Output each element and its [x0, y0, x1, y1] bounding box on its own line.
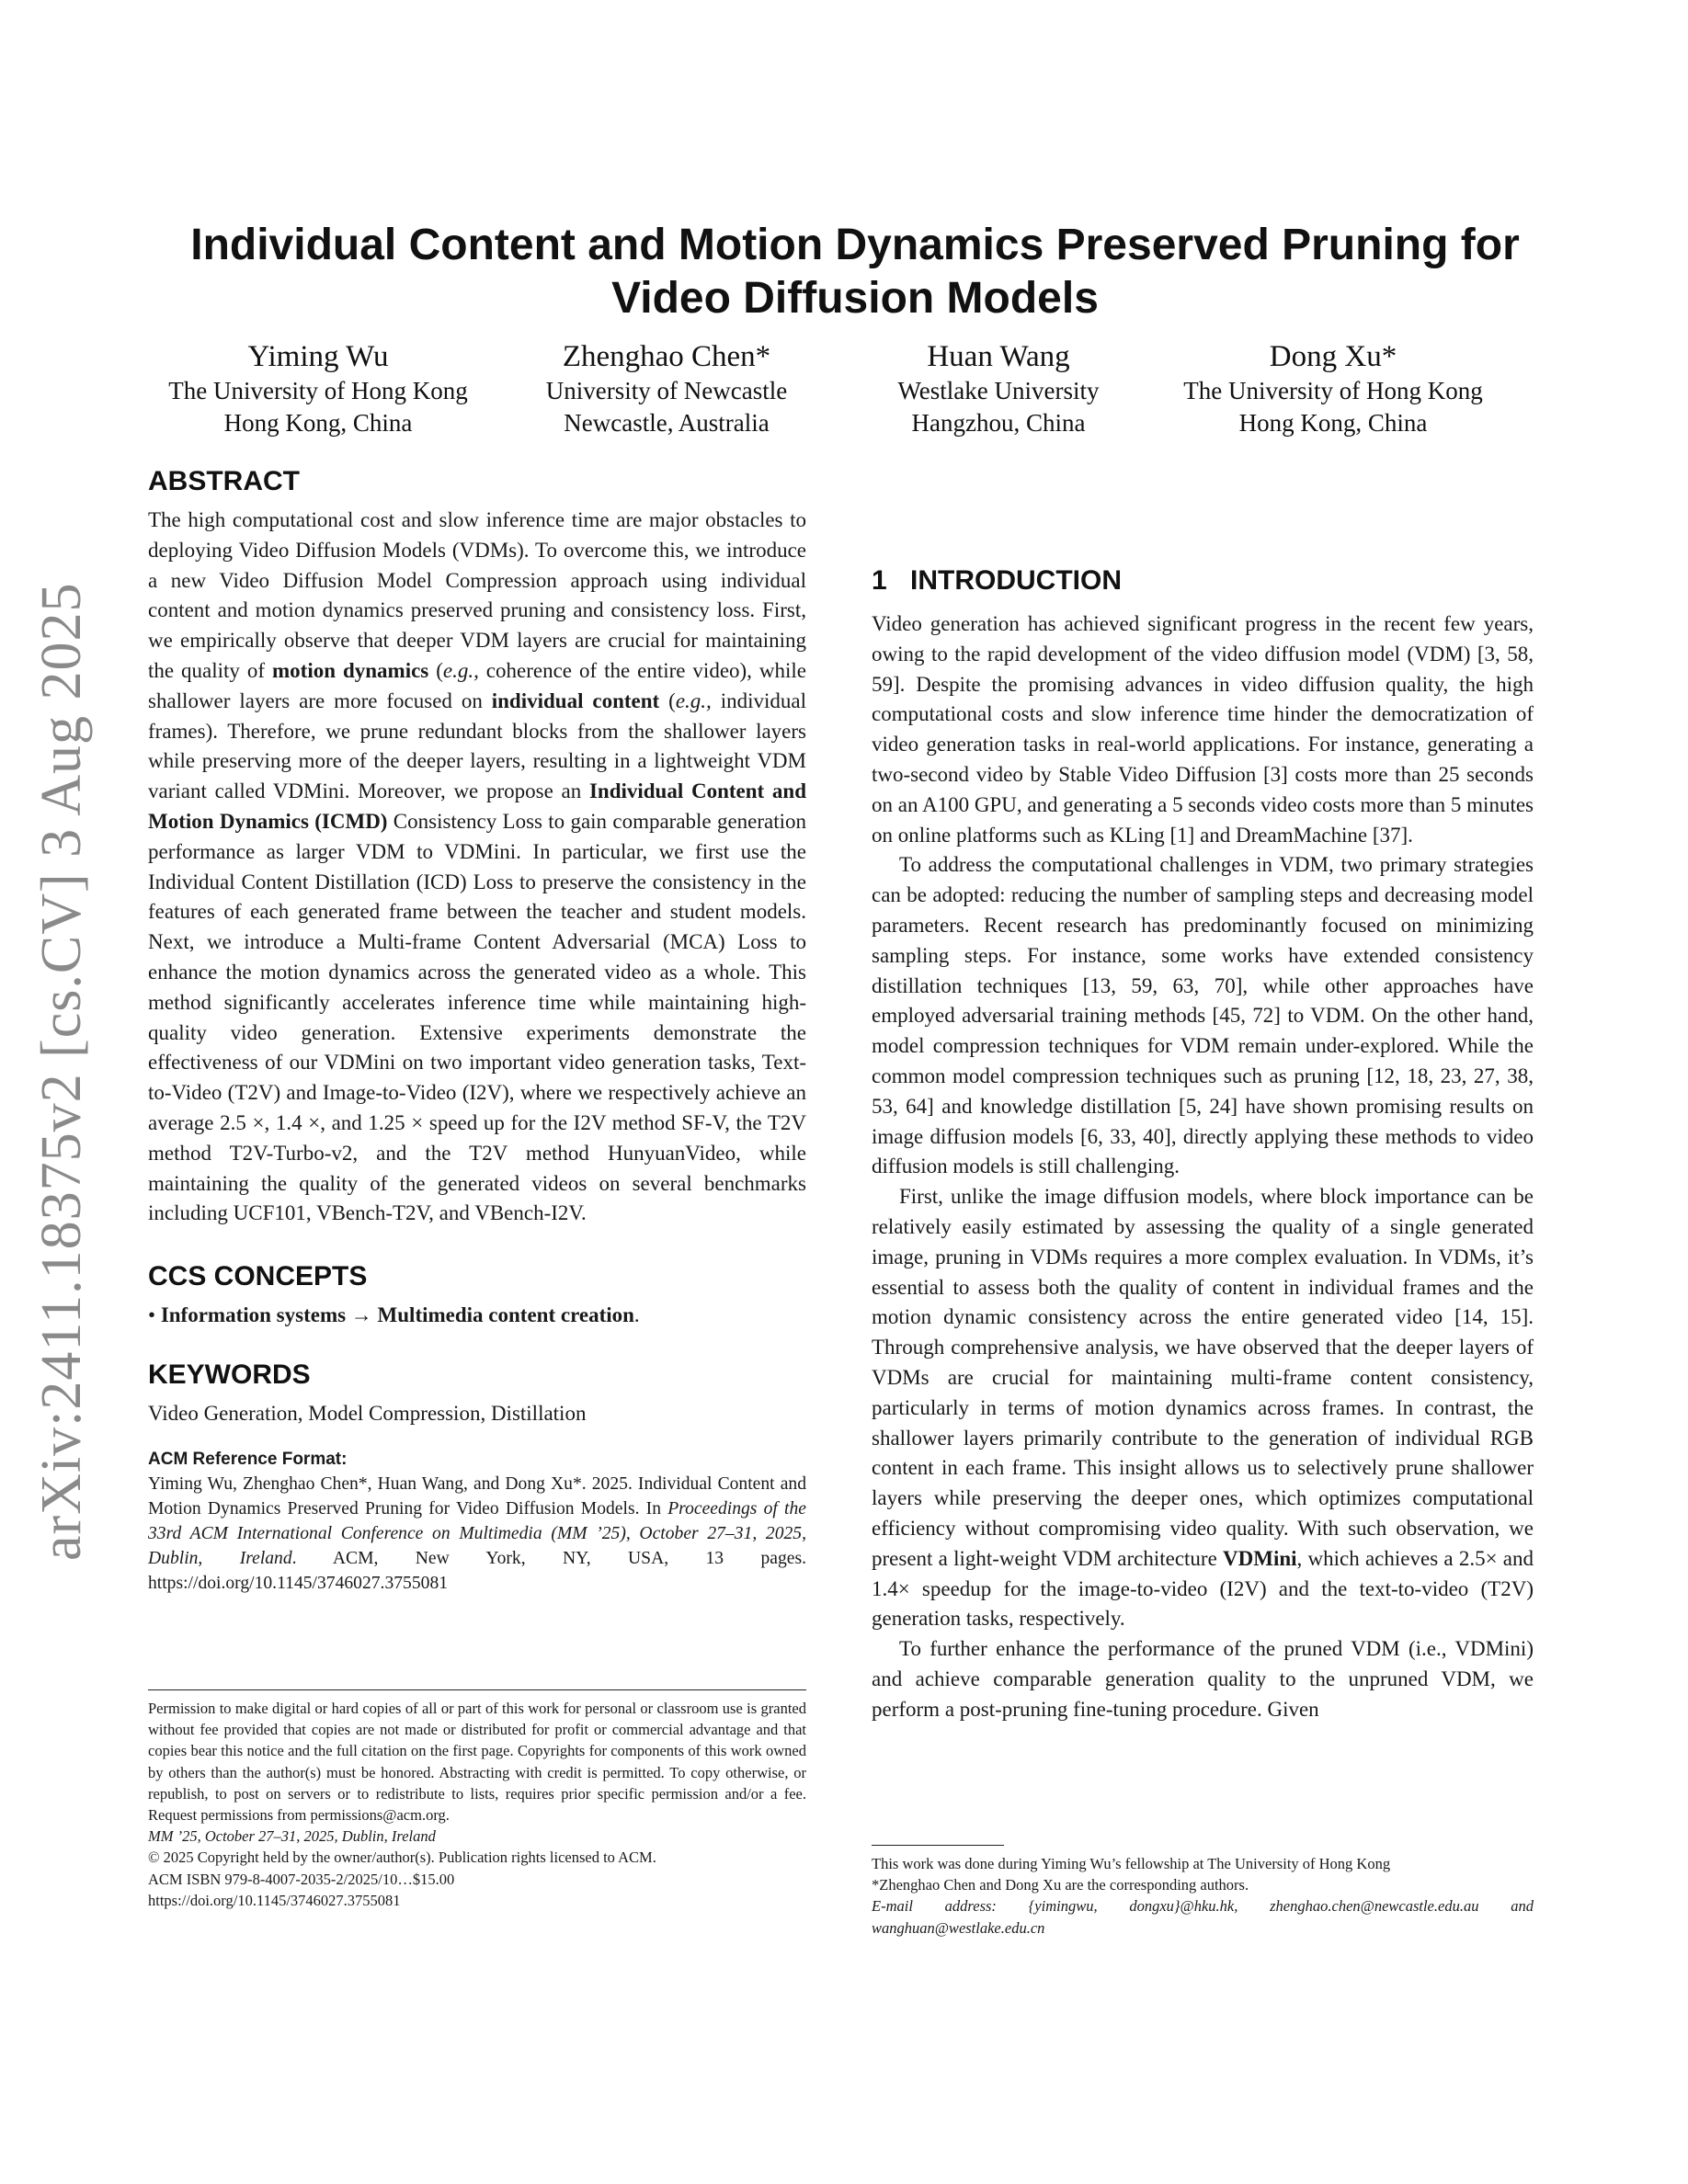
author-name: Dong Xu*	[1269, 340, 1397, 373]
ccs-concepts: • Information systems → Multimedia content creation.	[148, 1303, 640, 1327]
arxiv-stamp: arXiv:2411.18375v2 [cs.CV] 3 Aug 2025	[30, 582, 93, 1561]
author-affiliation: University of Newcastle	[545, 377, 788, 404]
keywords-heading: KEYWORDS	[148, 1359, 311, 1390]
author-affiliation: Westlake University	[897, 377, 1100, 404]
footnote-rule	[872, 1845, 1004, 1846]
title-line-2: Video Diffusion Models	[611, 274, 1099, 323]
author-name: Zhenghao Chen*	[562, 340, 771, 373]
abstract-heading: ABSTRACT	[148, 466, 300, 496]
ccs-heading: CCS CONCEPTS	[148, 1261, 368, 1292]
author-name: Huan Wang	[927, 340, 1070, 373]
intro-paragraph-3: First, unlike the image diffusion models, where block importance can be relatively easily estimated by assessing the quality of a single generated image, pruning in VDMs requires a more complex evaluation. In VDMs, it’s essential to assess both the quality of content in individual frames and the motion dynamic consistency across the entire generated video [14, 15]. Through comprehensive analysis, we have observed that the deeper layers of VDMs are crucial for maintaining multi-frame content consistency, particularly in terms of motion dynamics across frames. In contrast, the shallower layers primarily contribute to the generation of individual RGB content in each frame. This insight allows us to selectively prune shallower layers while preserving the deeper ones, which optimizes computational efficiency without compromising video quality. With such observation, we present a light-weight VDM architecture VDMini, which achieves a 2.5× and 1.4× speedup for the image-to-video (I2V) and the text-to-video (T2V) generation tasks, respectively.	[872, 1185, 1534, 1631]
keywords-text: Video Generation, Model Compression, Distillation	[148, 1401, 587, 1425]
author-affiliation: The University of Hong Kong	[168, 377, 468, 404]
author-name: Yiming Wu	[247, 340, 389, 373]
author-affiliation: The University of Hong Kong	[1183, 377, 1483, 404]
author-location: Newcastle, Australia	[564, 409, 770, 437]
permission-copyright: © 2025 Copyright held by the owner/author(s). Publication rights licensed to ACM.	[148, 1848, 656, 1867]
title-line-1: Individual Content and Motion Dynamics Preserved Pruning for	[190, 221, 1520, 269]
permission-isbn: ACM ISBN 979-8-4007-2035-2/2025/10…$15.00	[148, 1870, 455, 1888]
intro-paragraph-4: To further enhance the performance of the pruned VDM (i.e., VDMini) and achieve comparable generation quality to the unpruned VDM, we perform a post-pruning fine-tuning procedure. Given	[872, 1637, 1534, 1721]
author-4	[1164, 338, 1502, 439]
author-3	[861, 338, 1136, 439]
acm-reference-heading: ACM Reference Format:	[148, 1449, 348, 1469]
footnote-email: E-mail address: {yimingwu, dongxu}@hku.hk, zhenghao.chen@newcastle.edu.au and wanghuan@westlake.edu.cn	[872, 1897, 1534, 1937]
author-2	[515, 338, 818, 439]
footnotes	[872, 1845, 1534, 1939]
paper-title	[129, 219, 1581, 325]
permission-divider	[148, 1689, 806, 1690]
permission-notice: Permission to make digital or hard copies of all or part of this work for personal or classroom use is granted without fee provided that copies are not made or distributed for profit or commercial advantage and that copies bear this notice and the full citation on the first page. Copyrights for components of this work owned by others than the author(s) must be honored. Abstracting with credit is permitted. To copy otherwise, or republish, to post on servers or to redistribute to lists, requires prior specific permission and/or a fee. Request permissions from permissions@acm.org.	[148, 1700, 806, 1825]
intro-paragraph-1: Video generation has achieved significant progress in the recent few years, owing to the rapid development of the video diffusion model (VDM) [3, 58, 59]. Despite the promising advances in video diffusion quality, the high computational costs and slow inference time hinder the democratization of video generation tasks in real-world applications. For instance, generating a two-second video by Stable Video Diffusion [3] costs more than 25 seconds on an A100 GPU, and generating a 5 seconds video costs more than 5 minutes on online platforms such as KLing [1] and DreamMachine [37].	[872, 612, 1534, 847]
author-location: Hangzhou, China	[911, 409, 1086, 437]
introduction-heading	[872, 564, 1534, 597]
footnote-fellowship: This work was done during Yiming Wu’s fellowship at The University of Hong Kong	[872, 1855, 1391, 1872]
section-number: 1	[872, 565, 887, 596]
acm-reference-text: Yiming Wu, Zhenghao Chen*, Huan Wang, and Dong Xu*. 2025. Individual Content and Motion Dynamics Preserved Pruning for Video Diffusion Models. In Proceedings of the 33rd ACM International Conference on Multimedia (MM ’25), October 27–31, 2025, Dublin, Ireland. ACM, New York, NY, USA, 13 pages. https://doi.org/10.1145/3746027.3755081	[148, 1473, 806, 1593]
author-location: Hong Kong, China	[223, 409, 413, 437]
permission-conference: MM ’25, October 27–31, 2025, Dublin, Ireland	[148, 1827, 436, 1846]
left-column	[148, 465, 806, 1596]
section-title: INTRODUCTION	[910, 565, 1122, 596]
author-1	[153, 338, 484, 439]
permission-doi: https://doi.org/10.1145/3746027.3755081	[148, 1891, 401, 1909]
abstract-text: The high computational cost and slow inference time are major obstacles to deploying Video Diffusion Models (VDMs). To overcome this, we introduce a new Video Diffusion Model Compression approach using individual content and motion dynamics preserved pruning and consistency loss. First, we empirically observe that deeper VDM layers are crucial for maintaining the quality of motion dynamics (e.g., coherence of the entire video), while shallower layers are more focused on individual content (e.g., individual frames). Therefore, we prune redundant blocks from the shallower layers while preserving more of the deeper layers, resulting in a lightweight VDM variant called VDMini. Moreover, we propose an Individual Content and Motion Dynamics (ICMD) Consistency Loss to gain comparable generation performance as larger VDM to VDMini. In particular, we first use the Individual Content Distillation (ICD) Loss to preserve the consistency in the features of each generated frame between the teacher and student models. Next, we introduce a Multi-frame Content Adversarial (MCA) Loss to enhance the motion dynamics across the generated video as a whole. This method significantly accelerates inference time while maintaining high-quality video generation. Extensive experiments demonstrate the effectiveness of our VDMini on two important video generation tasks, Text-to-Video (T2V) and Image-to-Video (I2V), where we respectively achieve an average 2.5 ×, 1.4 ×, and 1.25 × speed up for the I2V method SF-V, the T2V method T2V-Turbo-v2, and the T2V method HunyuanVideo, while maintaining the quality of the generated videos on several benchmarks including UCF101, VBench-T2V, and VBench-I2V.	[148, 508, 807, 1225]
author-location: Hong Kong, China	[1238, 409, 1428, 437]
permission-block	[148, 1689, 806, 1911]
footnote-corresponding: *Zhenghao Chen and Dong Xu are the corresponding authors.	[872, 1876, 1249, 1894]
intro-paragraph-2: To address the computational challenges in VDM, two primary strategies can be adopted: reducing the number of sampling steps and decreasing model parameters. Recent research has predominantly focused on minimizing sampling steps. For instance, some works have extended consistency distillation techniques [13, 59, 63, 70], while other approaches have employed adversarial training methods [45, 72] to VDM. On the other hand, model compression techniques for VDM remain under-explored. While the common model compression techniques such as pruning [12, 18, 23, 27, 38, 53, 64] and knowledge distillation [5, 24] have shown promising results on image diffusion models [6, 33, 40], directly applying these methods to video diffusion models is still challenging.	[872, 853, 1534, 1178]
